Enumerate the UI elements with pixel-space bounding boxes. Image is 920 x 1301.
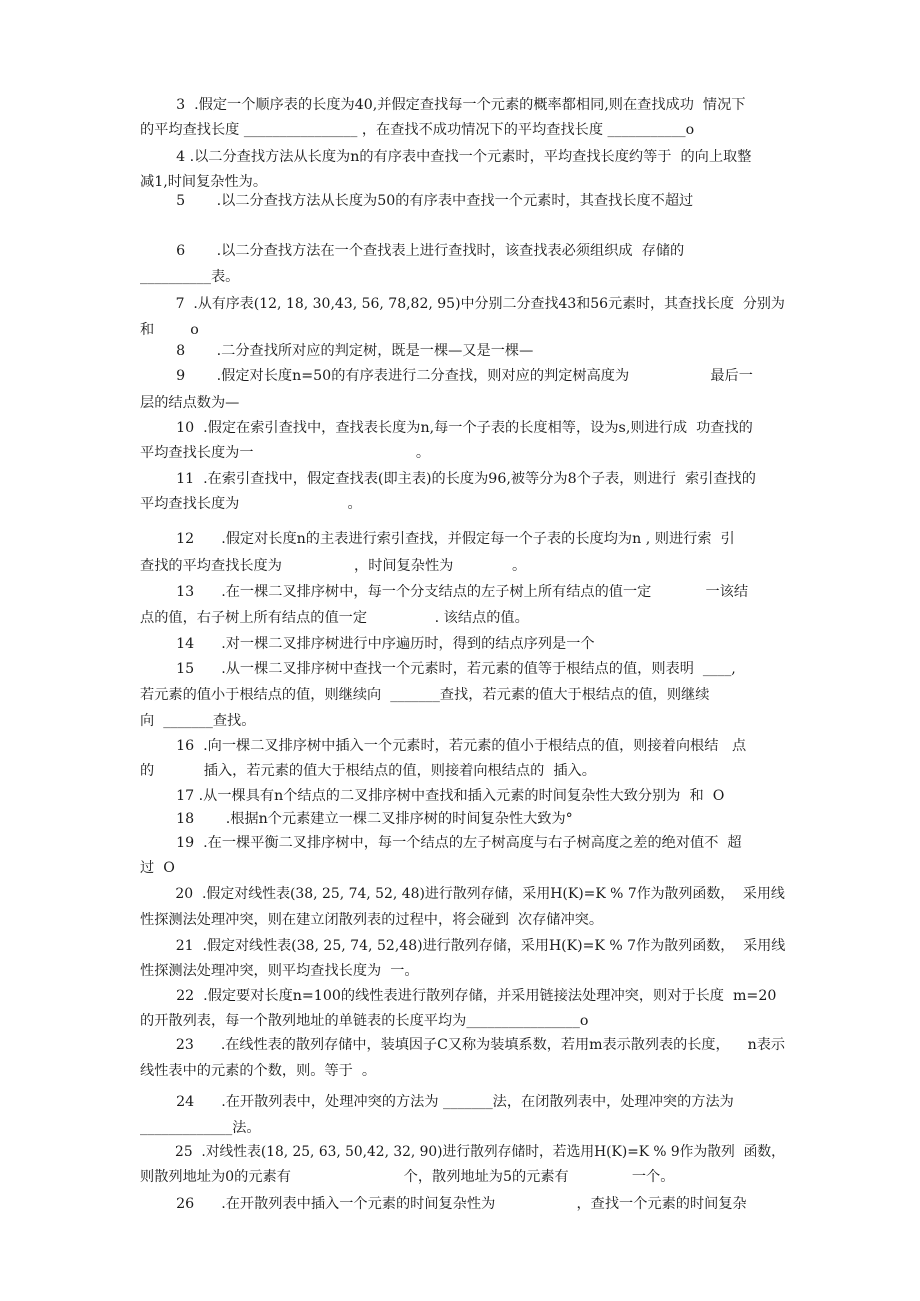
text-line: 23 .在线性表的散列存储中，装填因子C又称为装填系数，若用m表示散列表的长度， n表示 — [140, 1037, 785, 1053]
text-line: 的 插入，若元素的值大于根结点的值，则接着向根结点的 插入。 — [140, 763, 596, 779]
text-line: 则散列地址为0的元素有 个，散列地址为5的元素有 一个。 — [140, 1169, 675, 1185]
text-line: 3 .假定一个顺序表的长度为40,并假定查找每一个元素的概率都相同,则在查找成功 情况下 — [140, 97, 746, 113]
text-line: 若元素的值小于根结点的值，则继续向 _______查找，若元素的值大于根结点的值，则继续 — [140, 687, 710, 703]
text-line: 8 .二分查找所对应的判定树，既是一棵—又是一棵— — [140, 343, 534, 359]
text-line: 点的值，右子树上所有结点的值一定 . 该结点的值。 — [140, 610, 529, 626]
text-line: 17 .从一棵具有n个结点的二叉排序树中查找和插入元素的时间复杂性大致分别为 和 O — [140, 788, 725, 804]
text-line: 5 .以二分查找方法从长度为50的有序表中查找一个元素时，其查找长度不超过 — [140, 193, 694, 209]
text-line: 18 .根据n个元素建立一棵二叉排序树的时间复杂性大致为° — [140, 811, 573, 827]
text-line: 平均查找长度为一 。 — [140, 445, 431, 461]
text-line: 查找的平均查找长度为 ，时间复杂性为 。 — [140, 558, 527, 574]
text-line: 6 .以二分查找方法在一个查找表上进行查找时，该查找表必须组织成 存储的 — [140, 243, 685, 259]
text-line: 9 .假定对长度n=50的有序表进行二分查找，则对应的判定树高度为 最后一 — [140, 368, 753, 384]
text-line: 11 .在索引查找中，假定查找表(即主表)的长度为96,被等分为8个子表，则进行 索引查找的 — [140, 471, 756, 487]
text-line: __________表。 — [140, 269, 240, 285]
text-line: 13 .在一棵二叉排序树中，每一个分支结点的左子树上所有结点的值一定 一该结 — [140, 584, 749, 600]
text-line: 19 .在一棵平衡二叉排序树中，每一个结点的左子树高度与右子树高度之差的绝对值不 超 — [140, 835, 742, 851]
text-line: 过 O — [140, 860, 175, 876]
text-line: 向 _______查找。 — [140, 713, 256, 729]
text-line: 21 .假定对线性表(38, 25, 74, 52,48)进行散列存储，采用H(K)=K % 7作为散列函数， 采用线 — [140, 938, 786, 954]
text-line: 的平均查找长度 ________________ ，在查找不成功情况下的平均查找长度 ___________o — [140, 122, 695, 138]
text-line: 20 .假定对线性表(38, 25, 74, 52, 48)进行散列存储，采用H(K)=K % 7作为散列函数， 采用线 — [140, 886, 785, 902]
text-line: 和 o — [140, 322, 199, 338]
text-line: 层的结点数为— — [140, 395, 240, 411]
text-line: 减1,时间复杂性为。 — [140, 174, 268, 190]
text-line: 10 .假定在索引查找中，查找表长度为n,每一个子表的长度相等，设为s,则进行成 功查找的 — [140, 420, 753, 436]
text-line: 4 .以二分查找方法从长度为n的有序表中查找一个元素时，平均查找长度约等于 的向上取整 — [140, 149, 752, 165]
text-line: 12 .假定对长度n的主表进行索引查找，并假定每一个子表的长度均为n , 则进行索 引 — [140, 531, 735, 547]
text-line: 15 .从一棵二叉排序树中查找一个元素时，若元素的值等于根结点的值，则表明 ____, — [140, 661, 736, 677]
text-line: 的开散列表，每一个散列地址的单链表的长度平均为________________o — [140, 1013, 589, 1029]
text-line: 24 .在开散列表中，处理冲突的方法为 _______法，在闭散列表中，处理冲突的方法为 — [140, 1094, 734, 1110]
text-line: 16 .向一棵二叉排序树中插入一个元素时，若元素的值小于根结点的值，则接着向根结 点 — [140, 738, 747, 754]
text-line: _____________法。 — [140, 1120, 261, 1136]
text-line: 26 .在开散列表中插入一个元素的时间复杂性为 ，查找一个元素的时间复杂 — [140, 1196, 747, 1212]
text-line: 性探测法处理冲突，则在建立闭散列表的过程中，将会碰到 次存储冲突。 — [140, 912, 604, 928]
text-line: 14 .对一棵二叉排序树进行中序遍历时，得到的结点序列是一个 — [140, 636, 595, 652]
text-line: 22 .假定要对长度n=100的线性表进行散列存储，并采用链接法处理冲突，则对于长度 m=20 — [140, 988, 777, 1004]
text-line: 25 .对线性表(18, 25, 63, 50,42, 32, 90)进行散列存储时，若选用H(K)=K % 9作为散列 函数， — [140, 1144, 785, 1160]
text-line: 平均查找长度为 。 — [140, 496, 362, 512]
text-line: 性探测法处理冲突，则平均查找长度为 一。 — [140, 963, 419, 979]
text-line: 7 .从有序表(12, 18, 30,43, 56, 78,82, 95)中分别二分查找43和56元素时，其查找长度 分别为 — [140, 296, 785, 312]
text-line: 线性表中的元素的个数，则。等于 。 — [140, 1063, 377, 1079]
